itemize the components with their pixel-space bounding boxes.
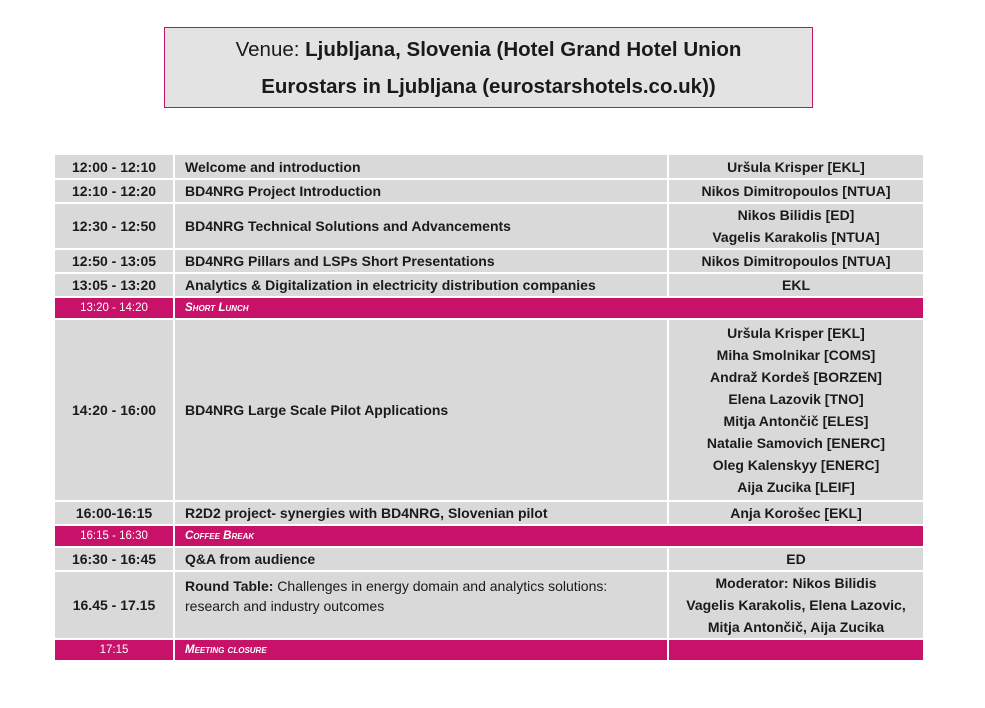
agenda-session: Coffee Break	[174, 525, 924, 547]
speaker-name: Vagelis Karakolis [NTUA]	[712, 229, 880, 245]
speaker-name: Miha Smolnikar [COMS]	[716, 347, 876, 363]
speaker-name: Anja Korošec [EKL]	[730, 505, 862, 521]
agenda-session: Short Lunch	[174, 297, 924, 319]
speaker-name: Elena Lazovik [TNO]	[728, 391, 864, 407]
speaker-name: Oleg Kalenskyy [ENERC]	[712, 457, 880, 473]
agenda-row	[55, 273, 924, 297]
agenda-speakers	[668, 203, 924, 249]
agenda-break-row	[55, 639, 924, 661]
agenda-session: BD4NRG Large Scale Pilot Applications	[174, 319, 668, 501]
agenda-row	[55, 203, 924, 249]
agenda-time: 12:10 - 12:20	[55, 179, 174, 203]
agenda-row	[55, 571, 924, 639]
agenda-speakers	[668, 639, 924, 661]
speaker-name: Mitja Antončič [ELES]	[723, 413, 869, 429]
agenda-speakers	[668, 249, 924, 273]
agenda-row	[55, 319, 924, 501]
venue-prefix: Venue:	[235, 38, 300, 61]
agenda-speakers	[668, 179, 924, 203]
agenda-speakers	[668, 571, 924, 639]
agenda-session: BD4NRG Pillars and LSPs Short Presentations	[174, 249, 668, 273]
speaker-name: Natalie Samovich [ENERC]	[706, 435, 886, 451]
agenda-row	[55, 179, 924, 203]
agenda-session: Meeting closure	[174, 639, 668, 661]
agenda-speakers	[668, 273, 924, 297]
agenda-session: Welcome and introduction	[174, 155, 668, 179]
agenda-time: 14:20 - 16:00	[55, 319, 174, 501]
speaker-name: ED	[786, 551, 806, 567]
agenda-time: 12:50 - 13:05	[55, 249, 174, 273]
agenda-session: R2D2 project- synergies with BD4NRG, Slovenian pilot	[174, 501, 668, 525]
speaker-name: Moderator: Nikos Bilidis	[715, 575, 877, 591]
agenda-time: 16:00-16:15	[55, 501, 174, 525]
speaker-name: Uršula Krisper [EKL]	[727, 158, 865, 175]
speaker-name: Andraž Kordeš [BORZEN]	[710, 369, 882, 385]
agenda-session: BD4NRG Project Introduction	[174, 179, 668, 203]
agenda-speakers	[668, 501, 924, 525]
agenda-row	[55, 249, 924, 273]
agenda-session	[174, 571, 668, 639]
speaker-name: Nikos Bilidis [ED]	[737, 207, 855, 223]
agenda-time: 16:15 - 16:30	[55, 525, 174, 547]
agenda-session-text: Challenges in energy domain and analytics solutions: research and industry outcomes	[185, 578, 608, 614]
speaker-name: Aija Zucika [LEIF]	[737, 479, 855, 495]
agenda-time: 16:30 - 16:45	[55, 547, 174, 571]
agenda-row	[55, 501, 924, 525]
agenda-table	[55, 155, 925, 662]
venue-line2: Eurostars in Ljubljana (eurostarshotels.co.uk))	[261, 75, 716, 98]
agenda-time: 17:15	[55, 639, 174, 661]
agenda-time: 13:05 - 13:20	[55, 273, 174, 297]
agenda-time: 12:30 - 12:50	[55, 203, 174, 249]
agenda-break-row	[55, 297, 924, 319]
agenda-speakers	[668, 319, 924, 501]
agenda-speakers	[668, 155, 924, 179]
agenda-session-label: Round Table:	[185, 578, 274, 594]
speaker-name: Mitja Antončič, Aija Zucika	[707, 619, 885, 635]
agenda-time: 13:20 - 14:20	[55, 297, 174, 319]
agenda-time: 12:00 - 12:10	[55, 155, 174, 179]
speaker-name: Vagelis Karakolis, Elena Lazovic,	[686, 597, 906, 613]
speaker-name: Uršula Krisper [EKL]	[727, 325, 865, 341]
agenda-session: Q&A from audience	[174, 547, 668, 571]
venue-box	[164, 27, 813, 108]
agenda-session: Analytics & Digitalization in electricity distribution companies	[174, 273, 668, 297]
speaker-name: Nikos Dimitropoulos [NTUA]	[701, 183, 891, 199]
speaker-name: Nikos Dimitropoulos [NTUA]	[701, 253, 891, 269]
agenda-speakers	[668, 547, 924, 571]
agenda-break-row	[55, 525, 924, 547]
speaker-name: EKL	[782, 277, 810, 293]
agenda-row	[55, 547, 924, 571]
agenda-session: BD4NRG Technical Solutions and Advancements	[174, 203, 668, 249]
venue-line1: Ljubljana, Slovenia (Hotel Grand Hotel Union	[305, 38, 742, 61]
agenda-row	[55, 155, 924, 179]
agenda-time: 16.45 - 17.15	[55, 571, 174, 639]
